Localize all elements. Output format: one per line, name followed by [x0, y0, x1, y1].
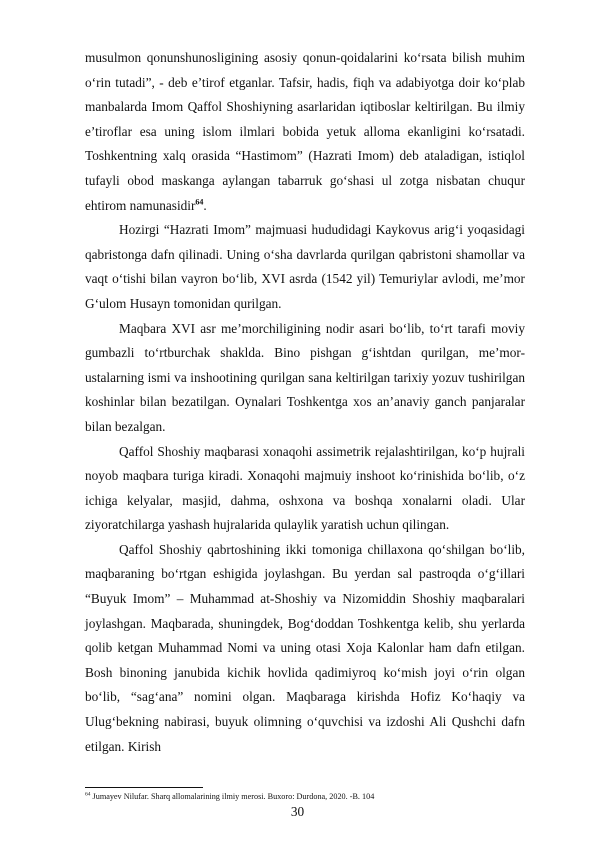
paragraph-1	[85, 46, 525, 218]
footnote-divider	[85, 787, 203, 788]
paragraph-5: Qaffol Shoshiy qabrtoshining ikki tomoniga chillaxona qo‘shilgan bo‘lib, maqbaraning bo‘rtgan eshigida joylashgan. Bu yerdan sal pastroqda o‘g‘illari “Buyuk Imom” – Muhammad at-Shoshiy va Nizomiddin Shoshiy maqbaralari joylashgan. Maqbarada, shuningdek, Bog‘doddan Toshkentga kelib, shu yerlarda qolib ketgan Muhammad Nomi va uning otasi Xoja Kalonlar ham dafn etilgan. Bosh binoning janubida kichik hovlida qadimiyroq ko‘mish joyi o‘rin olgan bo‘lib, “sag‘ana” nomini olgan. Maqbaraga kirishda Hofiz Ko‘haqiy va Ulug‘bekning nabirasi, buyuk olimning o‘quvchisi va izdoshi Ali Qushchi dafn etilgan. Kirish	[85, 541, 525, 754]
page-body	[85, 46, 525, 759]
page-number: 30	[290, 804, 305, 819]
footnote-text: Jumayev Nilufar. Sharq allomalarining ilmiy merosi. Buxoro: Durdona, 2020. -B. 104	[90, 792, 375, 801]
paragraph-2: Hozirgi “Hazrati Imom” majmuasi hududidagi Kaykovus arig‘i yoqasidagi qabristonga dafn qilinadi. Uning o‘sha davrlarda qurilgan qabristoni shamollar va vaqt o‘tishi bilan vayron bo‘lib, XVI asrda (1542 yil) Temuriylar avlodi, me’mor G‘ulom Husayn tomonidan qurilgan.	[85, 222, 525, 311]
paragraph-4: Qaffol Shoshiy maqbarasi xonaqohi assimetrik rejalashtirilgan, ko‘p hujrali noyob maqbara turiga kiradi. Xonaqohi majmuiy inshoot ko‘rinishida bo‘lib, o‘z ichiga kelyalar, masjid, dahma, oshxona va boshqa xonalarni oladi. Ular ziyoratchilarga yashash hujralarida qulaylik yaratish uchun qilingan.	[85, 443, 525, 533]
footnote	[85, 791, 525, 802]
paragraph-3: Maqbara XVI asr me’morchiligining nodir asari bo‘lib, to‘rt tarafi moviy gumbazli to‘rtburchak shaklda. Bino pishgan g‘ishtdan qurilgan, me’mor-ustalarning ismi va inshootining qurilgan sana keltirilgan tarixiy yozuv tushirilgan koshinlar bilan bezatilgan. Oynalari Toshkentga xos an’anaviy ganch panjaralar bilan bezalgan.	[85, 320, 525, 434]
paragraph-1-tail: .	[203, 197, 207, 213]
footnote-number: 64	[85, 791, 91, 798]
footnote-reference[interactable]: 64	[195, 197, 204, 207]
paragraph-1-text: musulmon qonunshunosligining asosiy qonun-qoidalarini ko‘rsata bilish muhim o‘rin tutadi”, - deb e’tirof etganlar. Tafsir, hadis, fiqh va adabiyotga doir ko‘plab manbalarda Imom Qaffol Shoshiyning asarlaridan iqtiboslar keltirilgan. Bu ilmiy e’tiroflar esa uning islom ilmlari bobida yetuk alloma ekanligini ko‘rsatadi. Toshkentning xalq orasida “Hastimom” (Hazrati Imom) deb ataladigan, istiqlol tufayli obod maskanga aylangan tabarruk go‘shasi ul zotga nisbatan chuqur ehtirom namunasidir	[85, 50, 525, 213]
